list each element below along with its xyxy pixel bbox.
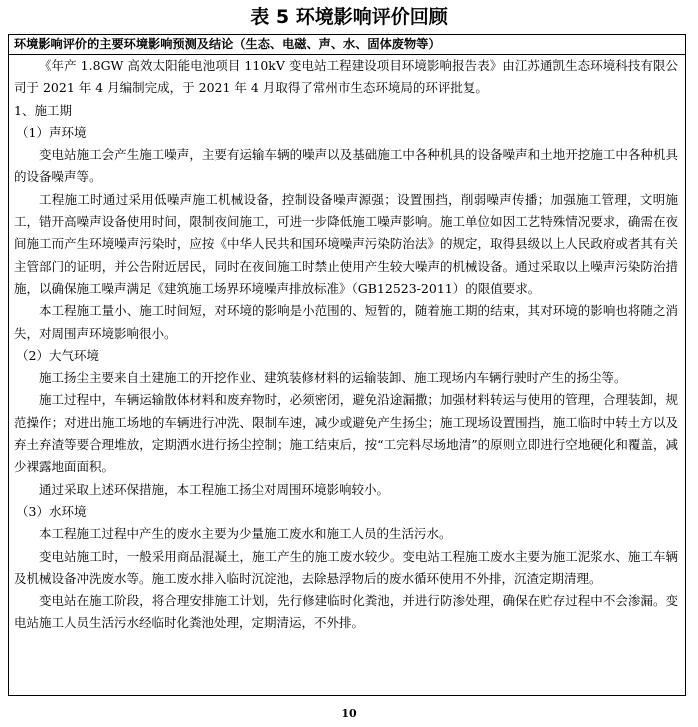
- paragraph-intro: 《年产 1.8GW 高效太阳能电池项目 110kV 变电站工程建设项目环境影响报告表》由江苏通凯生态环境科技有限公司于 2021 年 4 月编制完成，于 2021 年 4 月取得了常州市生态环境局的环评批复。: [14, 58, 678, 96]
- section-heading-construction: 1、施工期: [14, 102, 72, 118]
- table-header: 环境影响评价的主要环境影响预测及结论（生态、电磁、声、水、固体废物等）: [9, 35, 685, 55]
- table-frame: [8, 34, 686, 696]
- paragraph-water-sewage: 变电站在施工阶段，将合理安排施工计划，先行修建临时化粪池，并进行防渗处理，确保在贮存过程中不会渗漏。变电站施工人员生活污水经临时化粪池处理，定期清运，不外排。: [14, 593, 678, 631]
- page-number: 10: [341, 707, 357, 720]
- table-content: [9, 55, 685, 635]
- subsection-heading-water: （3）水环境: [16, 503, 87, 519]
- page-title: 表 5 环境影响评价回顾: [250, 6, 448, 28]
- paragraph-air-conclusion: 通过采取上述环保措施，本工程施工扬尘对周围环境影响较小。: [39, 481, 390, 497]
- subsection-heading-air: （2）大气环境: [16, 347, 99, 363]
- paragraph-acoustic-conclusion: 本工程施工量小、施工时间短，对环境的影响是小范围的、短暂的，随着施工期的结束，其对环境的影响也将随之消失，对周围声环境影响很小。: [14, 303, 678, 341]
- paragraph-acoustic-source: 变电站施工会产生施工噪声，主要有运输车辆的噪声以及基础施工中各种机具的设备噪声和土地开挖施工中各种机具的设备噪声等。: [14, 147, 678, 185]
- paragraph-acoustic-measures: 工程施工时通过采用低噪声施工机械设备，控制设备噪声源强；设置围挡，削弱噪声传播；加强施工管理，文明施工，错开高噪声设备使用时间，限制夜间施工，可进一步降低施工噪声影响。施工单位如因工艺特殊情况要求，确需在夜间施工而产生环境噪声污染时，应按《中华人民共和国环境噪声污染防治法》的规定，取得县级以上人民政府或者其有关主管部门的证明，并公告附近居民，同时在夜间施工时禁止使用产生较大噪声的机械设备。通过采取以上噪声污染防治措施，以确保施工噪声满足《建筑施工场界环境噪声排放标准》（GB12523-2011）的限值要求。: [14, 191, 678, 296]
- paragraph-air-measures: 施工过程中，车辆运输散体材料和废弃物时，必须密闭，避免沿途漏撒；加强材料转运与使用的管理，合理装卸，规范操作；对进出施工场地的车辆进行冲洗、限制车速，减少或避免产生扬尘；施工现场设置围挡，施工临时中转土方以及弃土弃渣等要合理堆放，定期洒水进行扬尘控制；施工结束后，按“工完料尽场地清”的原则立即进行空地硬化和覆盖，减少裸露地面面积。: [14, 392, 678, 475]
- subsection-heading-acoustic: （1）声环境: [16, 124, 87, 140]
- paragraph-air-source: 施工扬尘主要来自土建施工的开挖作业、建筑装修材料的运输装卸、施工现场内车辆行驶时产生的扬尘等。: [39, 370, 627, 386]
- paragraph-water-source: 本工程施工过程中产生的废水主要为少量施工废水和施工人员的生活污水。: [39, 526, 452, 542]
- paragraph-water-wastewater: 变电站施工时，一般采用商品混凝土，施工产生的施工废水较少。变电站工程施工废水主要为施工泥浆水、施工车辆及机械设备冲洗废水等。施工废水排入临时沉淀池，去除悬浮物后的废水循环使用不外排，沉渣定期清理。: [14, 548, 678, 586]
